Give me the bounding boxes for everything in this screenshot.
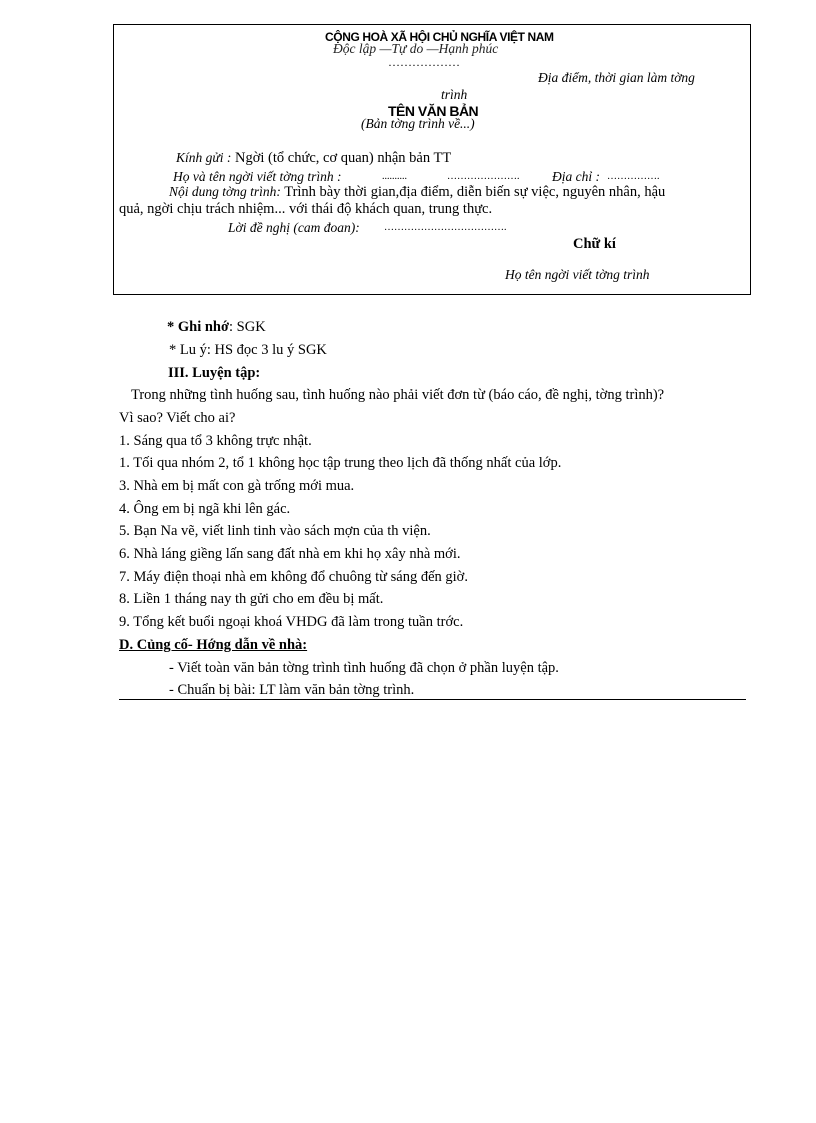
- place-time-line1: Địa điểm, thời gian làm tờng: [538, 70, 695, 85]
- address-label: Địa chỉ :: [552, 169, 600, 184]
- national-title: CỘNG HOÀ XÃ HỘI CHỦ NGHĨA VIỆT NAM: [325, 30, 554, 44]
- practice-item: 6. Nhà láng giềng lấn sang đất nhà em khi họ xây nhà mới.: [119, 546, 461, 562]
- practice-item: 1. Tối qua nhóm 2, tổ 1 không học tập trung theo lịch đã thống nhất của lớp.: [119, 455, 562, 471]
- signer-name: Họ tên ngời viết tờng trình: [505, 267, 650, 282]
- practice-heading: III. Luyện tập:: [168, 365, 261, 381]
- memo-label: * Ghi nhớ: [167, 319, 230, 335]
- practice-question-1: Trong những tình huống sau, tình huống nào phải viết đơn từ (báo cáo, đề nghị, tờng trình)?: [131, 387, 665, 403]
- content-line1: [169, 184, 665, 201]
- bottom-divider: [119, 699, 746, 700]
- recipient-line: [176, 150, 451, 167]
- practice-item: 4. Ông em bị ngã khi lên gác.: [119, 501, 291, 517]
- content-line2: quả, ngời chịu trách nhiệm... với thái độ khách quan, trung thực.: [119, 201, 493, 217]
- document-title: TÊN VĂN BẢN: [388, 103, 479, 119]
- practice-item: 1. Sáng qua tổ 3 không trực nhật.: [119, 433, 312, 449]
- memo-note: [167, 319, 266, 336]
- practice-item: 8. Liền 1 tháng nay th gửi cho em đều bị mất.: [119, 591, 384, 607]
- practice-item: 7. Máy điện thoại nhà em không đổ chuông từ sáng đến giờ.: [119, 569, 468, 585]
- practice-item: 9. Tổng kết buổi ngoại khoá VHDG đã làm trong tuần trớc.: [119, 614, 464, 630]
- homework-item: - Chuẩn bị bài: LT làm văn bản tờng trình.: [169, 682, 415, 698]
- address-dots: …………….: [607, 171, 660, 182]
- recipient-label: Kính gửi :: [176, 150, 232, 165]
- motto: Độc lập —Tự do —Hạnh phúc: [333, 41, 499, 56]
- author-label: Họ và tên ngời viết tờng trình :: [173, 169, 342, 184]
- request-label: Lời đề nghị (cam đoan):: [228, 220, 360, 235]
- practice-question-2: Vì sao? Viết cho ai?: [119, 410, 236, 426]
- practice-item: 5. Bạn Na vẽ, viết linh tinh vào sách mợn của th viện.: [119, 523, 431, 539]
- content-label: Nội dung tờng trình:: [169, 184, 281, 199]
- request-dots: ……………………………….: [384, 222, 507, 233]
- homework-item: - Viết toàn văn bản tờng trình tình huống đã chọn ở phần luyện tập.: [169, 660, 559, 676]
- author-dots-2: ………………….: [447, 171, 520, 182]
- place-time-line2: trình: [441, 87, 468, 102]
- recipient-text: Ngời (tổ chức, cơ quan) nhận bản TT: [235, 150, 452, 166]
- signature-label: Chữ kí: [573, 236, 616, 252]
- document-subtitle: (Bản tờng trình về...): [361, 116, 475, 131]
- motto-dots: ………………: [388, 55, 460, 69]
- attention-note: * Lu ý: HS đọc 3 lu ý SGK: [169, 342, 327, 358]
- author-dots: ..........: [382, 171, 407, 182]
- practice-item: 3. Nhà em bị mất con gà trống mới mua.: [119, 478, 355, 494]
- memo-text: : SGK: [229, 319, 266, 335]
- homework-heading: D. Củng cố- Hớng dẫn về nhà:: [119, 637, 308, 653]
- content-text-1: Trình bày thời gian,địa điểm, diễn biến sự việc, nguyên nhân, hậu: [284, 184, 666, 200]
